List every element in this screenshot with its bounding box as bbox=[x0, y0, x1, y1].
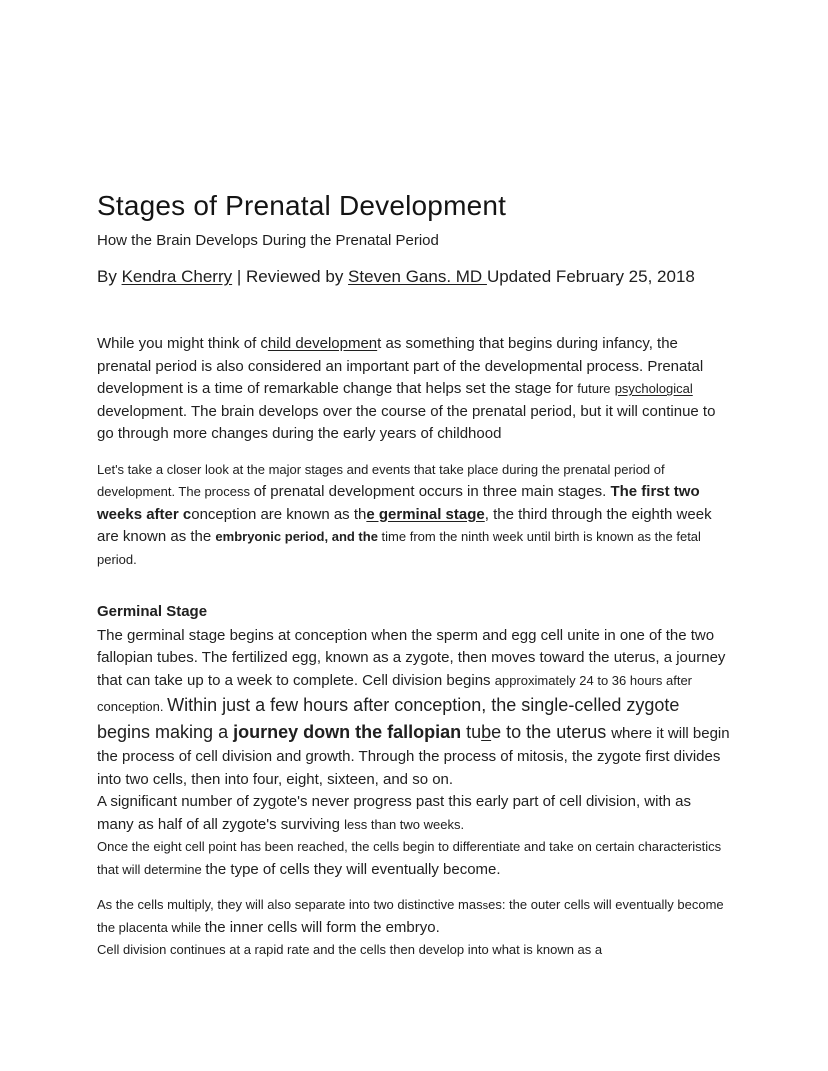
text-segment: s bbox=[482, 900, 489, 912]
paragraph bbox=[97, 459, 731, 572]
text-segment: Once the eight cell point has been reached, the cells begin to differentiate and take on certain characteristics that will determine bbox=[97, 839, 725, 877]
text-segment: As the cells multiply, they will also separate into two distinctive mas bbox=[97, 897, 483, 912]
text-segment: b bbox=[481, 722, 492, 742]
text-segment: , the third through the ei bbox=[484, 505, 644, 523]
paragraph bbox=[97, 333, 731, 446]
text-segment: the inner cells will form the embryo. bbox=[204, 918, 440, 936]
text-segment: of prenatal development occurs in three main stages. bbox=[253, 483, 611, 500]
text-segment: the type of cells they will eventually become. bbox=[205, 860, 501, 878]
text-segment: journey down the fallopian bbox=[233, 722, 462, 742]
text-segment: e to the uterus bbox=[491, 722, 612, 742]
text-segment: A significant number of zy bbox=[97, 793, 268, 810]
text-segment: The first two weeks after c bbox=[97, 483, 704, 523]
text-segment: Let's take a closer look at the major stages and events that take place during the prenatal period of development. The process bbox=[97, 461, 669, 499]
text-segment: ote's never progress past this early part of cell division, with as many as half of all zygote's surviving bbox=[97, 793, 696, 833]
text-segment: By bbox=[97, 267, 122, 286]
text-segment: es: the outer cells will eventually become the placenta while bbox=[97, 897, 728, 935]
article-title: Stages of Prenatal Development bbox=[97, 190, 507, 221]
section-heading bbox=[97, 601, 731, 624]
article-body bbox=[97, 333, 734, 962]
text-segment: time from the ninth week until birth is known as the fetal period. bbox=[97, 529, 705, 567]
paragraph bbox=[97, 939, 731, 962]
text-segment: development. The brain develops over the course of the prenatal period, but it will continue to go through more changes during the early years of childhood bbox=[97, 380, 720, 442]
inline-link[interactable]: Steven Gans. MD bbox=[348, 267, 487, 286]
text-segment: e germinal stage bbox=[366, 505, 485, 523]
text-segment: hth week are known as the bbox=[97, 505, 716, 545]
text-segment: t as something that begins during infancy, the prenatal period is also considered an important part of the developmental process. Prenatal development is a time of remarkable change that helps set the stage for bbox=[97, 335, 708, 397]
paragraph bbox=[97, 791, 731, 836]
text-segment: | Reviewed by bbox=[232, 267, 349, 286]
text-segment: g bbox=[643, 505, 652, 523]
text-segment: Germinal Stage bbox=[97, 603, 208, 620]
inline-link[interactable]: psychological bbox=[614, 381, 693, 396]
byline bbox=[97, 267, 731, 287]
text-segment: Within just a few hours after conception, the single-celled zygote begins making a bbox=[97, 695, 685, 742]
text-segment: Updated February 25, 2018 bbox=[486, 267, 695, 286]
text-segment: The germinal stage begins at conception when the sperm and egg cell unite in one of the two fallopian tubes. The fertilized egg, known as a zygote, then moves toward the uterus, a journey that can take up to a week to complete. Cell division begins bbox=[97, 626, 730, 689]
text-segment: approximately 24 to 36 hours after conception. bbox=[97, 672, 696, 714]
text-segment: Cell division continues at a rapid rate and the cells then develop into what is known as a bbox=[97, 942, 603, 957]
text-segment: less than two weeks. bbox=[344, 816, 465, 832]
paragraph bbox=[97, 894, 731, 939]
text-segment: While you might think of c bbox=[97, 335, 268, 352]
article-subtitle: How the Brain Develops During the Prenatal Period bbox=[97, 232, 439, 249]
text-segment: where it will begin the process of cell division and growth. Through the process of mitosis, the zygote first divides into two cells, then into four, eight, sixteen, and so on. bbox=[97, 725, 734, 788]
text-segment: embryonic period, and the bbox=[215, 529, 382, 544]
text-segment: onception are known as th bbox=[191, 505, 367, 523]
text-segment: future bbox=[577, 381, 611, 396]
text-segment: tu bbox=[461, 722, 482, 742]
inline-link[interactable]: hild developmen bbox=[267, 335, 378, 352]
inline-link[interactable]: Kendra Cherry bbox=[121, 267, 233, 286]
paragraph bbox=[97, 836, 731, 881]
text-segment: g bbox=[267, 793, 277, 810]
paragraph bbox=[97, 625, 734, 792]
